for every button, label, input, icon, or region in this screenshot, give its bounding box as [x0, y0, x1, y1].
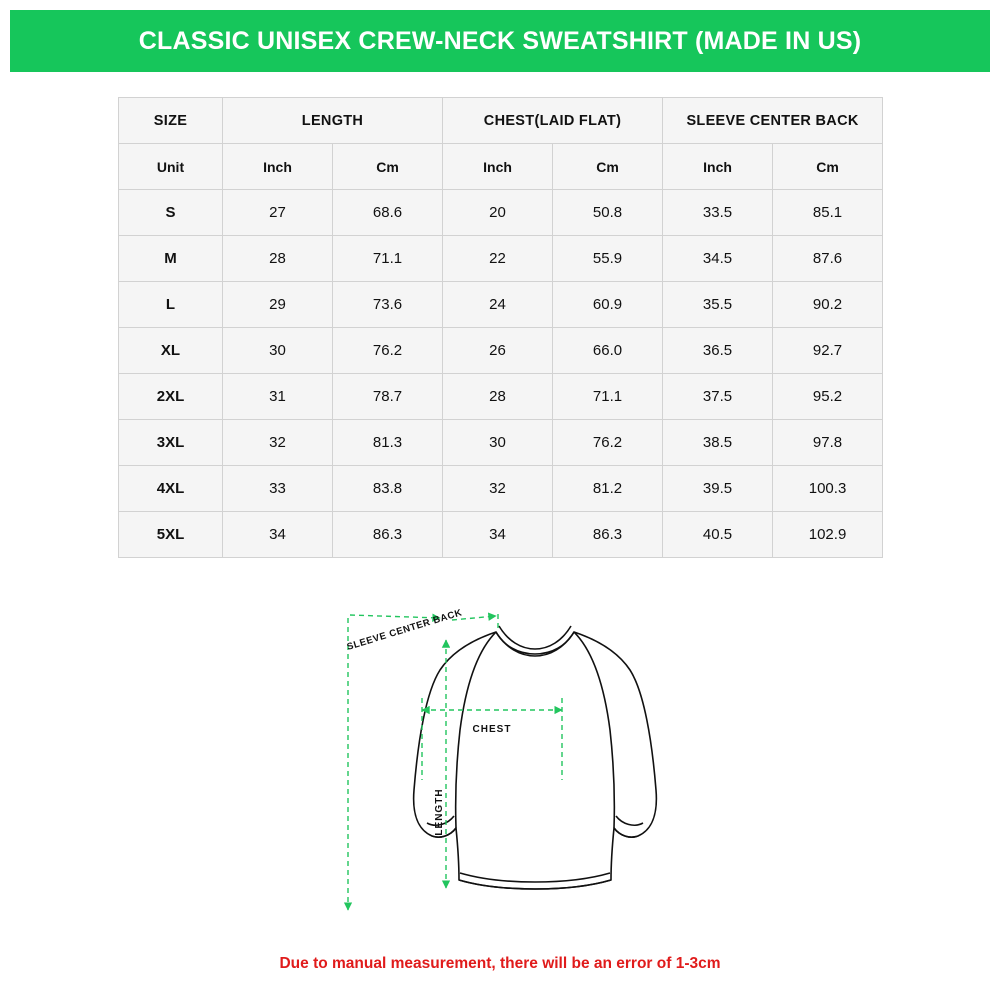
cell-sleeve-cm: 87.6 — [773, 236, 883, 282]
cell-chest-cm: 66.0 — [553, 328, 663, 374]
cell-length-cm: 81.3 — [333, 420, 443, 466]
header-chest: CHEST(LAID FLAT) — [443, 98, 663, 144]
cell-sleeve-inch: 38.5 — [663, 420, 773, 466]
cell-length-inch: 34 — [223, 512, 333, 558]
cell-chest-cm: 60.9 — [553, 282, 663, 328]
cell-chest-inch: 30 — [443, 420, 553, 466]
unit-label: Unit — [119, 144, 223, 190]
cell-length-cm: 71.1 — [333, 236, 443, 282]
unit-sleeve-cm: Cm — [773, 144, 883, 190]
cell-length-cm: 76.2 — [333, 328, 443, 374]
table-row — [119, 282, 883, 328]
size-table-container — [118, 97, 882, 558]
cell-chest-cm: 50.8 — [553, 190, 663, 236]
header-size: SIZE — [119, 98, 223, 144]
cell-chest-inch: 32 — [443, 466, 553, 512]
table-group-header-row — [119, 98, 883, 144]
cell-sleeve-cm: 90.2 — [773, 282, 883, 328]
cell-sleeve-inch: 35.5 — [663, 282, 773, 328]
header-banner — [10, 10, 990, 72]
table-row — [119, 420, 883, 466]
cell-sleeve-cm: 92.7 — [773, 328, 883, 374]
cell-length-inch: 30 — [223, 328, 333, 374]
sleeve-measure-arrow — [348, 614, 498, 910]
garment-illustration — [300, 580, 720, 930]
cell-length-cm: 86.3 — [333, 512, 443, 558]
unit-length-cm: Cm — [333, 144, 443, 190]
cell-chest-cm: 55.9 — [553, 236, 663, 282]
cell-length-inch: 29 — [223, 282, 333, 328]
table-row — [119, 374, 883, 420]
cell-sleeve-inch: 40.5 — [663, 512, 773, 558]
cell-chest-inch: 28 — [443, 374, 553, 420]
cell-chest-cm: 71.1 — [553, 374, 663, 420]
cell-sleeve-inch: 33.5 — [663, 190, 773, 236]
size-table — [118, 97, 883, 558]
cell-sleeve-cm: 102.9 — [773, 512, 883, 558]
table-row — [119, 328, 883, 374]
cell-length-cm: 68.6 — [333, 190, 443, 236]
cell-chest-cm: 81.2 — [553, 466, 663, 512]
unit-chest-cm: Cm — [553, 144, 663, 190]
cell-size: S — [119, 190, 223, 236]
cell-length-inch: 33 — [223, 466, 333, 512]
cell-size: 2XL — [119, 374, 223, 420]
cell-chest-cm: 76.2 — [553, 420, 663, 466]
cell-length-inch: 32 — [223, 420, 333, 466]
cell-length-inch: 28 — [223, 236, 333, 282]
cell-length-cm: 83.8 — [333, 466, 443, 512]
length-label: LENGTH — [434, 788, 445, 836]
cell-size: L — [119, 282, 223, 328]
header-length: LENGTH — [223, 98, 443, 144]
table-row — [119, 236, 883, 282]
cell-sleeve-inch: 37.5 — [663, 374, 773, 420]
cell-sleeve-cm: 97.8 — [773, 420, 883, 466]
cell-chest-inch: 22 — [443, 236, 553, 282]
cell-length-cm: 78.7 — [333, 374, 443, 420]
table-unit-row — [119, 144, 883, 190]
cell-chest-inch: 26 — [443, 328, 553, 374]
header-sleeve: SLEEVE CENTER BACK — [663, 98, 883, 144]
measurement-disclaimer: Due to manual measurement, there will be an error of 1-3cm — [279, 955, 721, 972]
cell-sleeve-inch: 36.5 — [663, 328, 773, 374]
table-row — [119, 466, 883, 512]
cell-size: M — [119, 236, 223, 282]
cell-length-cm: 73.6 — [333, 282, 443, 328]
cell-sleeve-cm: 95.2 — [773, 374, 883, 420]
chest-label: CHEST — [472, 724, 512, 735]
unit-length-inch: Inch — [223, 144, 333, 190]
sweatshirt-outline — [414, 626, 657, 889]
cell-size: XL — [119, 328, 223, 374]
cell-chest-cm: 86.3 — [553, 512, 663, 558]
cell-size: 5XL — [119, 512, 223, 558]
cell-sleeve-inch: 34.5 — [663, 236, 773, 282]
table-row — [119, 512, 883, 558]
cell-length-inch: 27 — [223, 190, 333, 236]
table-row — [119, 190, 883, 236]
cell-chest-inch: 20 — [443, 190, 553, 236]
unit-chest-inch: Inch — [443, 144, 553, 190]
cell-chest-inch: 34 — [443, 512, 553, 558]
cell-sleeve-inch: 39.5 — [663, 466, 773, 512]
sleeve-label: SLEEVE CENTER BACK — [345, 607, 464, 653]
unit-sleeve-inch: Inch — [663, 144, 773, 190]
page-title: CLASSIC UNISEX CREW-NECK SWEATSHIRT (MADE IN US) — [138, 26, 862, 55]
cell-size: 3XL — [119, 420, 223, 466]
chest-measure-arrow — [422, 698, 562, 780]
cell-size: 4XL — [119, 466, 223, 512]
cell-sleeve-cm: 85.1 — [773, 190, 883, 236]
cell-sleeve-cm: 100.3 — [773, 466, 883, 512]
cell-chest-inch: 24 — [443, 282, 553, 328]
cell-length-inch: 31 — [223, 374, 333, 420]
